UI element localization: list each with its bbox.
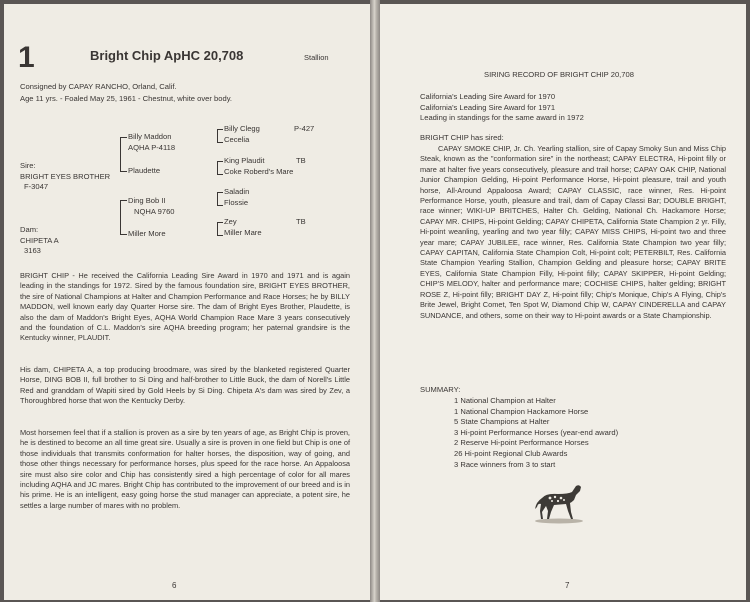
summary-item: 3 Race winners from 3 to start <box>454 459 556 469</box>
sire-block <box>20 161 110 193</box>
sire-name: BRIGHT EYES BROTHER <box>20 171 111 181</box>
gg2b: Coke Roberd's Mare <box>224 167 294 176</box>
siring-record-heading: SIRING RECORD OF BRIGHT CHIP 20,708 <box>484 70 634 79</box>
horse-title: Bright Chip ApHC 20,708 <box>90 48 244 63</box>
g1-name: Billy Maddon <box>128 132 172 141</box>
award-item: California's Leading Sire Award for 1970 <box>420 92 556 101</box>
gg1b: Cecelia <box>224 135 250 144</box>
gg4a-reg: TB <box>296 217 306 226</box>
gg3a: Saladin <box>224 187 250 196</box>
sire-bracket <box>120 137 127 172</box>
gg4a: Zey <box>224 217 237 226</box>
summary-item: 3 Hi-point Performance Horses (year-end award) <box>454 427 619 437</box>
entry-number: 1 <box>18 41 35 74</box>
pedigree-g1 <box>128 132 175 153</box>
pedigree-g2: Plaudette <box>128 166 161 175</box>
g2-bracket <box>217 161 223 175</box>
gg1a-reg: P-427 <box>294 124 315 133</box>
description-paragraph-1: BRIGHT CHIP - He received the California Leading Sire Award in 1970 and 1971 and is again leading in the standings for 1972. Sired by the famous foundation sire, BRIGHT EYES BROTHER, the sire of National Champions at Halter and Champion Performance and Race Horses; he by BILLY MADDON, well known early day Quarter Horse sire. The dam of Bright Eyes Brother, Plaudette, is also the dam of Maddon's Bright Eyes, AQHA World Champion Race Mare 3 years consecutively and the foundation of C.L. Maddon's sire AQHA breeding program; her paternal grandsire is the Kentucky winner, PLAUDIT. <box>20 271 350 343</box>
g3-reg: NQHA 9760 <box>134 206 175 216</box>
gg2a-reg: TB <box>296 156 306 165</box>
summary-item: 5 State Champions at Halter <box>454 417 550 427</box>
summary-label: SUMMARY: <box>420 385 461 394</box>
sire-label: Sire: <box>20 161 36 170</box>
right-page <box>380 4 746 600</box>
sex-tag: Stallion <box>304 53 329 62</box>
award-item: Leading in standings for the same award in 1972 <box>420 113 584 123</box>
summary-item: 1 National Champion Hackamore Horse <box>454 406 589 416</box>
award-item: California's Leading Sire Award for 1971 <box>420 102 556 112</box>
summary-item: 26 Hi-point Regional Club Awards <box>454 448 568 458</box>
gg1a: Billy Clegg <box>224 124 260 133</box>
page-number-right: 7 <box>565 581 570 590</box>
dam-name: CHIPETA A <box>20 235 59 245</box>
appaloosa-horse-illustration <box>530 482 588 524</box>
page-number-left: 6 <box>172 581 177 590</box>
sire-reg: F-3047 <box>24 182 49 192</box>
dam-block <box>20 225 59 257</box>
book-gutter <box>370 0 380 602</box>
age-foaled: Age 11 yrs. - Foaled May 25, 1961 - Chestnut, white over body. <box>20 94 233 103</box>
g1-reg: AQHA P-4118 <box>128 142 176 152</box>
gg2a: King Plaudit <box>224 156 265 165</box>
description-paragraph-2: His dam, CHIPETA A, a top producing broodmare, was sired by the blanketed registered Quarter Horse, DING BOB II, full brother to Si Ding and half-brother to Little Buck, the dam of Norell's Little Red and granddam of Wapiti sired by Gold Heels by Si Ding. Chipeta A's dam was sired by Zev, a Thoroughbred horse that won the Kentucky Derby. <box>20 365 350 406</box>
gg3b: Flossie <box>224 198 249 207</box>
summary-item: 1 National Champion at Halter <box>454 396 556 405</box>
g4-bracket <box>217 222 223 236</box>
summary-item: 2 Reserve Hi-point Performance Horses <box>454 438 589 448</box>
pedigree-g3 <box>128 196 175 217</box>
g3-name: Ding Bob II <box>128 196 166 205</box>
dam-bracket <box>120 200 127 235</box>
left-page <box>4 4 370 600</box>
dam-reg: 3163 <box>24 246 41 256</box>
dam-label: Dam: <box>20 225 39 234</box>
g1-bracket <box>217 129 223 143</box>
summary-list <box>454 396 618 470</box>
pedigree-g4: Miller More <box>128 229 166 238</box>
sired-offspring-text: CAPAY SMOKE CHIP, Jr. Ch. Yearling stallion, sire of Capay Smoky Sun and Miss Chip Steak, known as the "conformation sire" in the northeast; CAPAY ELECTRA, Hi-point filly or mare at halter five years consecutively, pleasure and trail horse; CAPAY OAK CHIP, National Junior Champion Gelding, Hi-point Performance Horse, Hi-point pleasure, trail and youth horse, All-Around Appaloosa Award; CAPAY CLASSIC, race winner, Res. Hi-point Performance Horse, youth, pleasure and trail, dam of Capay Classi Bar; DOUBLE BRIGHT, race winner; WIKI-UP BRITCHES, Halter Ch. Gelding, National Ch. Hackamore Horse; CAPAY MR. CHIPS, Hi-point Gelding; CAPAY CHIPETA, California State Champion 2 yr. Filly, Hi-point weanling, yearling and two year filly; CAPAY MISS CHIPS, Hi-point two and three year mare; CAPAY JUBILEE, race winner, Res. California State Champion two year filly; CAPAY CAPITAN, California State Champion Colt, Hi-point colt; PETERBILT, Res. California State Champion Yearling Stallion, Champion Gelding and pleasure horse; CAPAY BRITE EYES, California State Champion Filly, Hi-point filly; CAPAY SKIPPER, Hi-point Gelding; CHIP'S MELODY, halter and performance mare; COCHISE CHIPS, halter gelding; BRIGHT ROSE Z, Hi-point filly; BRIGHT DAY Z, Hi-point filly; Chip's Monique, Chip's A Flying, Chip's Brite Jewel, Bright Comet, Ten Spot W, Diamond Chip W, CAPAY CINDERELLA and CAPAY SUNDANCE, and others, some on their way to Hi-point awards or a State Championship. <box>420 144 726 320</box>
description-paragraph-3: Most horsemen feel that if a stallion is proven as a sire by ten years of age, as Bright Chip is proven, he is destined to become an all time great sire. Usually a sire is proven in one field but Chip is one of those individuals that transmits conformation for halter horses, the disposition, way of going, and those other things necessary for performance horses, plus speed for the race horse. An Appaloosa sire must also sire color and Chip has consistently sired a high percentage of color for all mares including AQHA and JC mares. Bright Chip has contributed to the improvement of our breed and is in his prime. He is an intelligent, easy going horse the stud manager can appreciate, a potent sire, he settles a large number of mares with no problem. <box>20 428 350 510</box>
sired-intro: BRIGHT CHIP has sired: <box>420 133 504 142</box>
gg4b: Miller Mare <box>224 228 262 237</box>
g3-bracket <box>217 192 223 206</box>
awards-list <box>420 92 584 124</box>
consigned-by: Consigned by CAPAY RANCHO, Orland, Calif. <box>20 82 177 91</box>
